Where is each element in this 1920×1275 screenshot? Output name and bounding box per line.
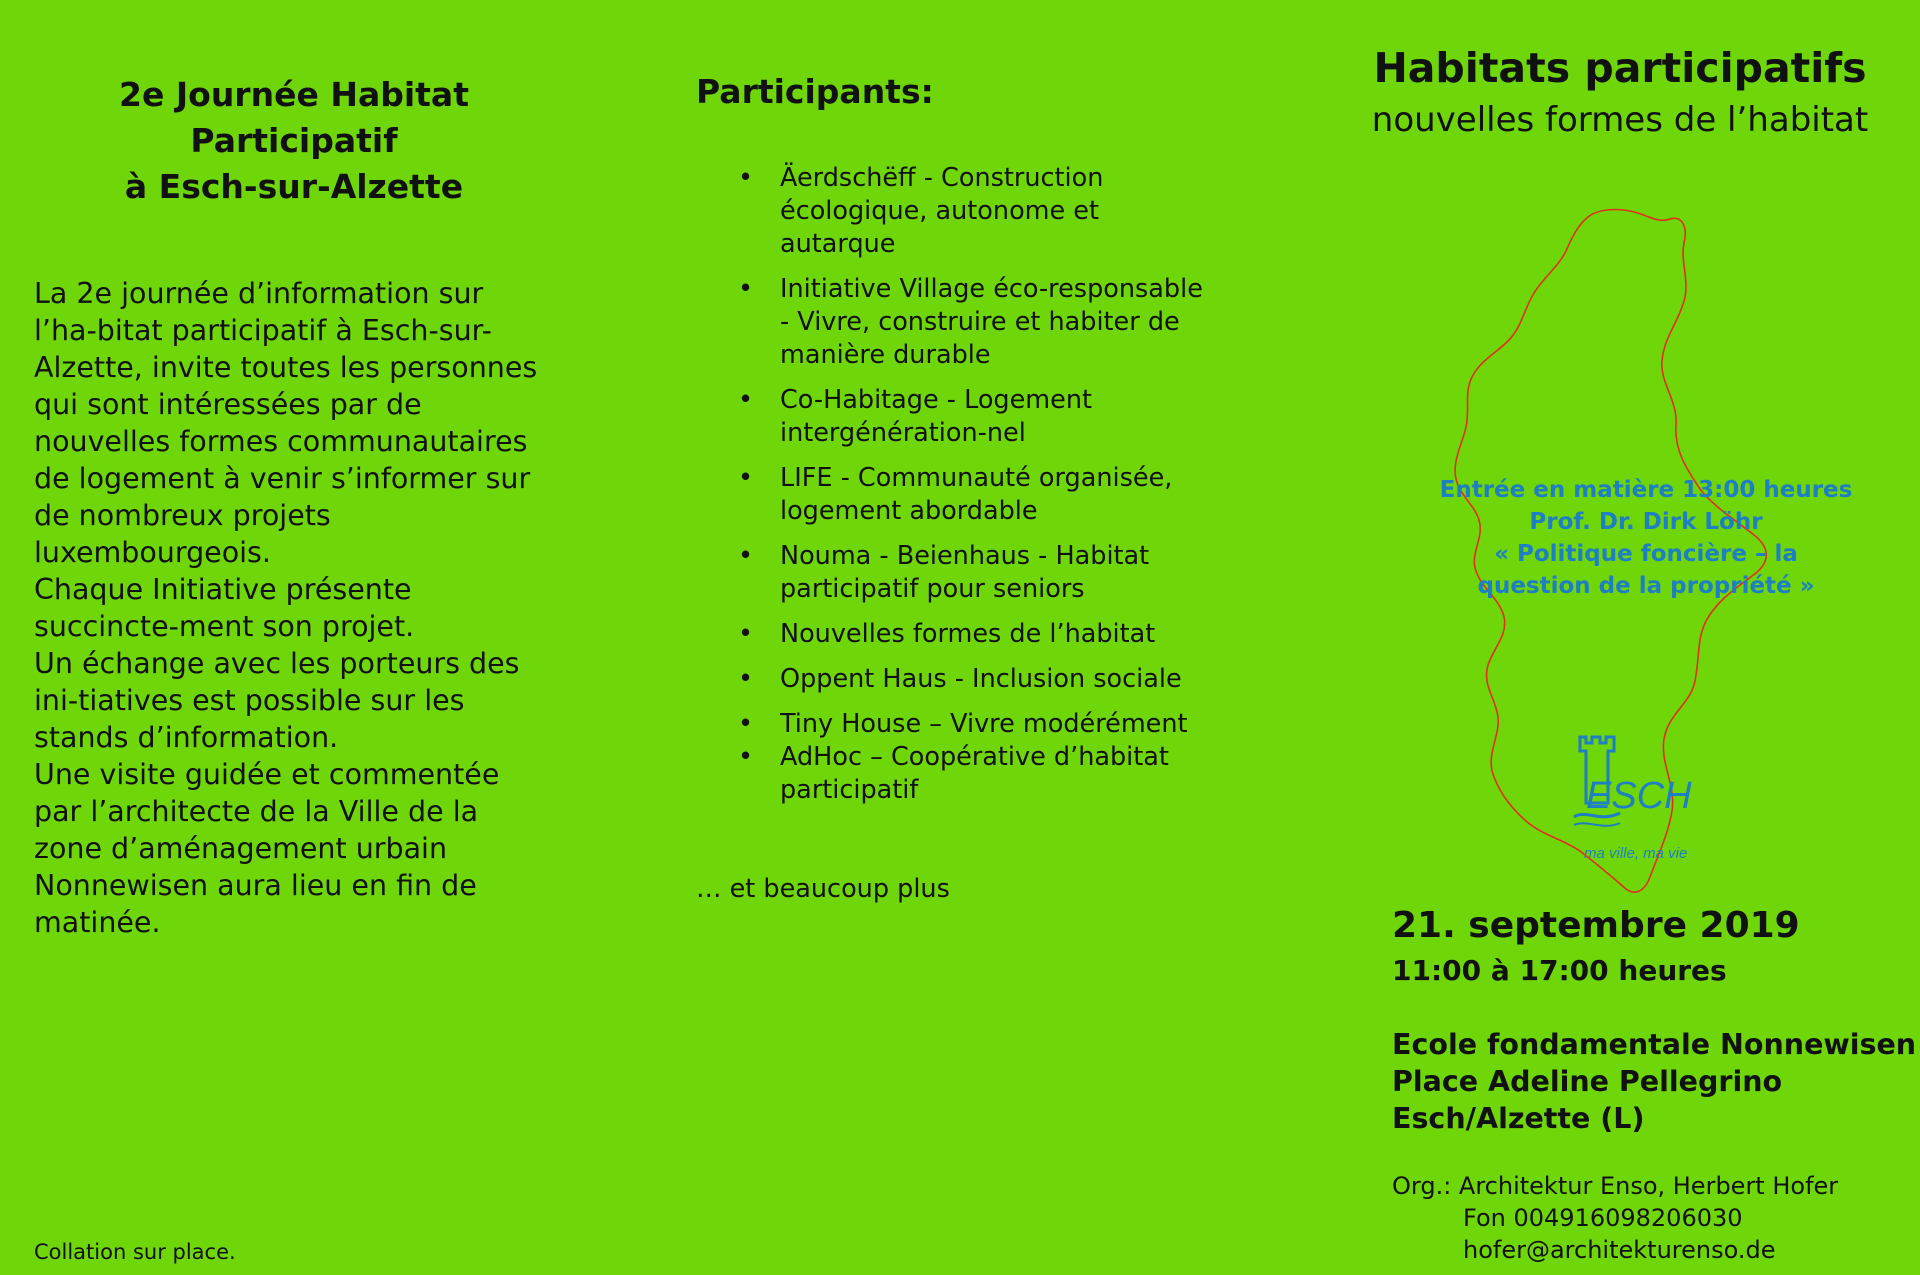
intro-paragraph: La 2e journée d’information sur l’ha-bitat participatif à Esch-sur-Alzette, invite toutes les personnes qui sont intéressées par de nouvelles formes communautaires de logement à venir s’informer sur de nombreux projets luxembourgeois. <box>34 277 538 569</box>
bullet-icon: • <box>738 619 754 649</box>
esch-logo <box>1550 733 1740 868</box>
participants-list <box>738 162 1208 819</box>
venue-line: Ecole fondamentale Nonnewisen <box>1392 1028 1917 1061</box>
event-title-line: 2e Journée Habitat <box>119 75 469 114</box>
list-item-text: Nouvelles formes de l’habitat <box>780 619 1156 649</box>
intro-paragraph: Une visite guidée et commentée par l’architecte de la Ville de la zone d’aménagement urbain Nonnewisen aura lieu en fin de matinée. <box>34 758 500 939</box>
bullet-icon: • <box>738 385 754 415</box>
intro-paragraph: Un échange avec les porteurs des ini-tiatives est possible sur les stands d’information. <box>34 647 520 754</box>
event-venue <box>1392 1026 1916 1137</box>
keynote-line: Entrée en matière 13:00 heures <box>1439 477 1853 503</box>
keynote-line: Prof. Dr. Dirk Löhr <box>1529 509 1763 535</box>
event-title <box>34 72 554 210</box>
list-item-text: Tiny House – Vivre modérément <box>780 709 1188 739</box>
venue-line: Esch/Alzette (L) <box>1392 1102 1645 1135</box>
event-date: 21. septembre 2019 <box>1392 905 1800 946</box>
participants-heading: Participants: <box>696 72 934 111</box>
list-item-text: AdHoc – Coopérative d’habitat participatif <box>780 742 1169 805</box>
bullet-icon: • <box>738 664 754 694</box>
esch-logo-text: ESCH <box>1586 775 1692 817</box>
list-item <box>738 540 1208 606</box>
list-item <box>738 708 1208 741</box>
list-item-text: Nouma - Beienhaus - Habitat participatif pour seniors <box>780 541 1150 604</box>
bullet-icon: • <box>738 742 754 772</box>
keynote-box <box>1436 474 1856 602</box>
intro-paragraph: Chaque Initiative présente succincte-ment son projet. <box>34 573 415 643</box>
event-title-line: Participatif <box>190 121 398 160</box>
organizer-line: Org.: Architektur Enso, Herbert Hofer <box>1392 1172 1839 1200</box>
list-item <box>738 741 1208 807</box>
cover-title: Habitats participatifs <box>1373 44 1867 92</box>
list-item <box>738 162 1208 261</box>
list-item-text: Co-Habitage - Logement intergénération-nel <box>780 385 1092 448</box>
list-item <box>738 618 1208 651</box>
list-item-text: LIFE - Communauté organisée, logement abordable <box>780 463 1173 526</box>
bullet-icon: • <box>738 709 754 739</box>
list-item <box>738 384 1208 450</box>
bullet-icon: • <box>738 163 754 193</box>
bullet-icon: • <box>738 541 754 571</box>
venue-line: Place Adeline Pellegrino <box>1392 1065 1783 1098</box>
list-item <box>738 462 1208 528</box>
organizer-email: hofer@architekturenso.de <box>1463 1236 1776 1264</box>
bullet-icon: • <box>738 463 754 493</box>
organizer-phone: Fon 004916098206030 <box>1463 1204 1743 1232</box>
list-item-text: Initiative Village éco-responsable - Vivre, construire et habiter de manière durable <box>780 274 1203 370</box>
keynote-line: « Politique foncière – la <box>1494 541 1798 567</box>
list-item <box>738 273 1208 372</box>
list-item-text: Äerdschëff - Construction écologique, autonome et autarque <box>780 163 1104 259</box>
keynote-line: question de la propriété » <box>1477 573 1815 599</box>
event-time: 11:00 à 17:00 heures <box>1392 954 1727 987</box>
organizer-info <box>1392 1170 1838 1266</box>
catering-note: Collation sur place. <box>34 1240 236 1264</box>
more-participants-note: … et beaucoup plus <box>696 874 950 904</box>
esch-logo-tagline: ma ville, ma vie <box>1584 845 1688 862</box>
cover-subtitle: nouvelles formes de l’habitat <box>1371 100 1869 140</box>
bullet-icon: • <box>738 274 754 304</box>
intro-text <box>34 275 554 941</box>
list-item <box>738 663 1208 696</box>
list-item-text: Oppent Haus - Inclusion sociale <box>780 664 1182 694</box>
event-title-line: à Esch-sur-Alzette <box>124 167 464 206</box>
